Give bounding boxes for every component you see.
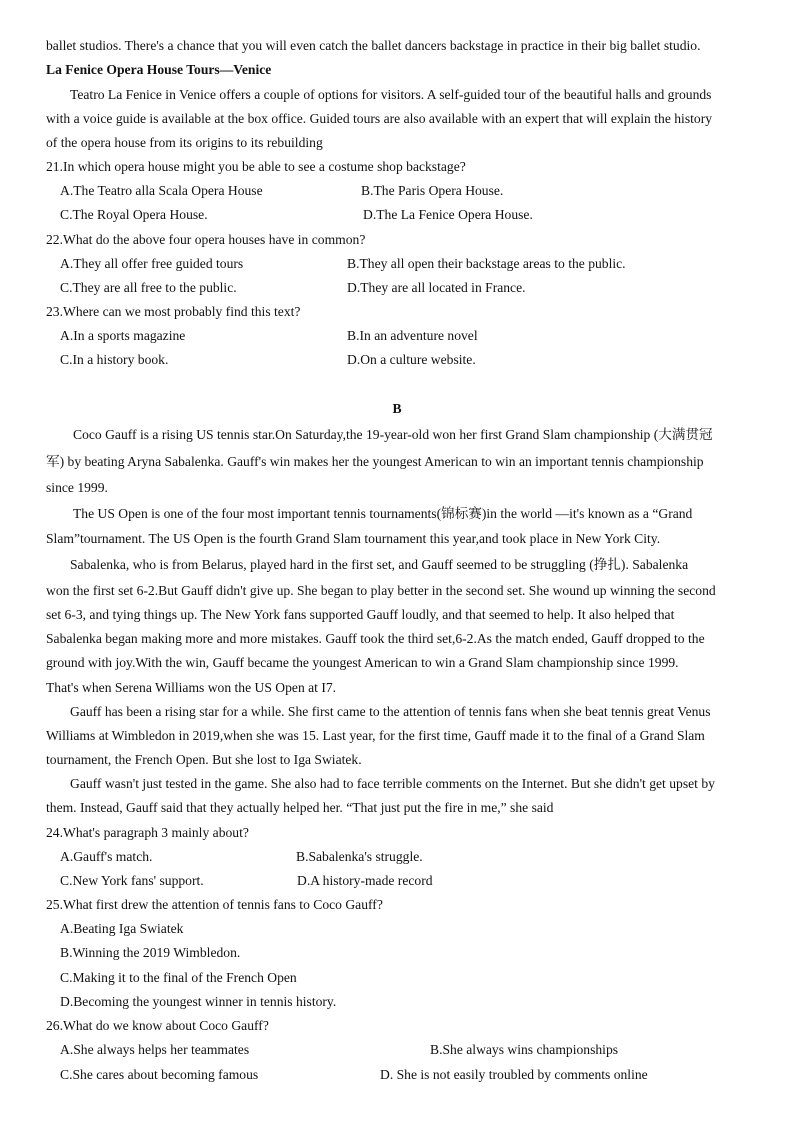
passage-line-10: ground with joy.With the win, Gauff became the youngest American to win a Grand Slam championship since 1999. (46, 655, 679, 670)
question-26-option-d: D. She is not easily troubled by comments online (380, 1067, 648, 1082)
passage-line-15: Gauff wasn't just tested in the game. She also had to face terrible comments on the Internet. But she didn't get upset by (70, 776, 715, 791)
question-25-option-d: D.Becoming the youngest winner in tennis history. (60, 994, 337, 1009)
passage-line-12: Gauff has been a rising star for a while. She first came to the attention of tennis fans when she beat tennis great Venus (70, 704, 711, 719)
question-22-option-c: C.They are all free to the public. (60, 280, 237, 295)
passage-line-11: That's when Serena Williams won the US Open at I7. (46, 680, 337, 695)
intro-line: ballet studios. There's a chance that you will even catch the ballet dancers backstage in practice in their big ballet studio. (46, 38, 701, 53)
passage-line-3: since 1999. (46, 480, 108, 495)
section-heading-b: B (392, 401, 402, 416)
question-23-option-a: A.In a sports magazine (60, 328, 186, 343)
question-23-option-b: B.In an adventure novel (347, 328, 478, 343)
passage-line-16: them. Instead, Gauff said that they actually helped her. “That just put the fire in me,” she said (46, 800, 554, 815)
question-26-option-a: A.She always helps her teammates (60, 1042, 250, 1057)
question-25-stem: 25.What first drew the attention of tennis fans to Coco Gauff? (46, 897, 383, 912)
venice-line-2: with a voice guide is available at the box office. Guided tours are also available with an expert that will explain the history (46, 111, 713, 126)
question-25-option-c: C.Making it to the final of the French Open (60, 970, 297, 985)
question-22-option-a: A.They all offer free guided tours (60, 256, 244, 271)
passage-line-2: 军) by beating Aryna Sabalenka. Gauff's win makes her the youngest American to win an important tennis championship (46, 454, 704, 469)
question-26-stem: 26.What do we know about Coco Gauff? (46, 1018, 269, 1033)
question-22-option-b: B.They all open their backstage areas to the public. (347, 256, 626, 271)
passage-line-5: Slam”tournament. The US Open is the fourth Grand Slam tournament this year,and took place in New York City. (46, 531, 661, 546)
venice-line-3: of the opera house from its origins to its rebuilding (46, 135, 323, 150)
passage-line-9: Sabalenka began making more and more mistakes. Gauff took the third set,6-2.As the match ended, Gauff dropped to the (46, 631, 705, 646)
question-23-stem: 23.Where can we most probably find this text? (46, 304, 301, 319)
question-21-option-b: B.The Paris Opera House. (361, 183, 504, 198)
passage-line-8: set 6-3, and tying things up. The New York fans supported Gauff loudly, and that seemed to help. It also helped that (46, 607, 675, 622)
question-24-option-d: D.A history-made record (297, 873, 433, 888)
question-21-option-d: D.The La Fenice Opera House. (363, 207, 533, 222)
question-24-option-a: A.Gauff's match. (60, 849, 153, 864)
venice-line-1: Teatro La Fenice in Venice offers a couple of options for visitors. A self-guided tour of the beautiful halls and grounds (70, 87, 712, 102)
question-25-option-a: A.Beating Iga Swiatek (60, 921, 184, 936)
question-26-option-b: B.She always wins championships (430, 1042, 619, 1057)
question-24-option-b: B.Sabalenka's struggle. (296, 849, 423, 864)
question-24-stem: 24.What's paragraph 3 mainly about? (46, 825, 249, 840)
question-26-option-c: C.She cares about becoming famous (60, 1067, 259, 1082)
question-21-stem: 21.In which opera house might you be able to see a costume shop backstage? (46, 159, 466, 174)
passage-line-1: Coco Gauff is a rising US tennis star.On Saturday,the 19-year-old won her first Grand Slam championship (大满贯冠 (73, 427, 713, 442)
question-21-option-a: A.The Teatro alla Scala Opera House (60, 183, 263, 198)
question-22-stem: 22.What do the above four opera houses have in common? (46, 232, 366, 247)
passage-line-4: The US Open is one of the four most important tennis tournaments(锦标赛)in the world —it's known as a “Grand (73, 506, 693, 521)
section-title-venice: La Fenice Opera House Tours—Venice (46, 62, 272, 77)
question-24-option-c: C.New York fans' support. (60, 873, 204, 888)
question-25-option-b: B.Winning the 2019 Wimbledon. (60, 945, 241, 960)
question-22-option-d: D.They are all located in France. (347, 280, 526, 295)
question-21-option-c: C.The Royal Opera House. (60, 207, 208, 222)
passage-line-6: Sabalenka, who is from Belarus, played hard in the first set, and Gauff seemed to be struggling (挣扎). Sabalenka (70, 557, 689, 572)
question-23-option-d: D.On a culture website. (347, 352, 476, 367)
question-23-option-c: C.In a history book. (60, 352, 169, 367)
passage-line-7: won the first set 6-2.But Gauff didn't give up. She began to play better in the second set. She wound up winning the second (46, 583, 716, 598)
passage-line-13: Williams at Wimbledon in 2019,when she was 15. Last year, for the first time, Gauff made it to the final of a Grand Slam (46, 728, 705, 743)
passage-line-14: tournament, the French Open. But she lost to Iga Swiatek. (46, 752, 362, 767)
